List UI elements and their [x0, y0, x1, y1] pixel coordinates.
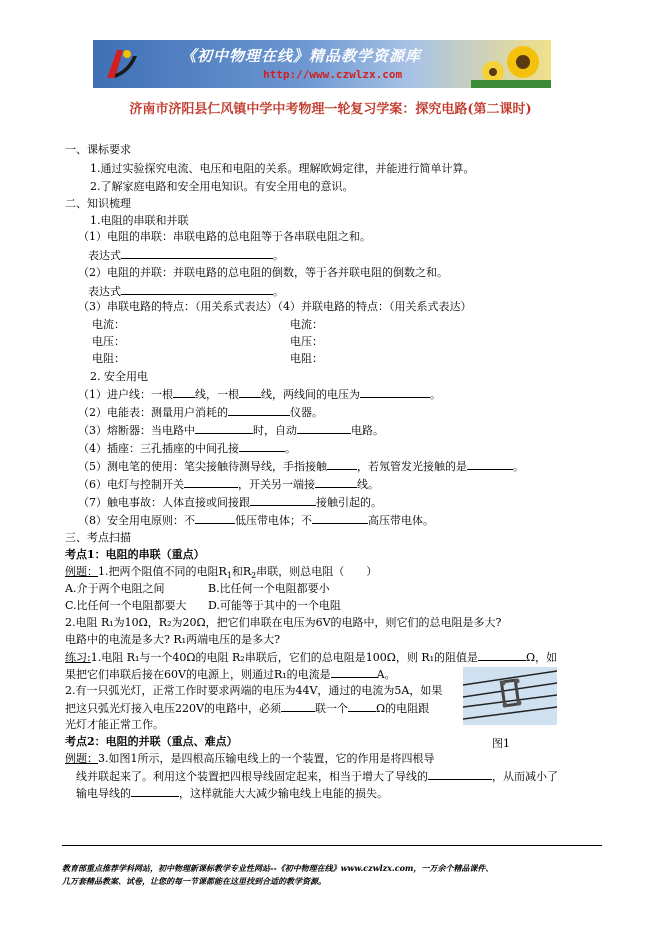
section-heading: 二、知识梳理	[65, 197, 131, 210]
practice-line: 光灯才能正常工作。	[65, 718, 164, 731]
section-heading: 三、考点扫描	[65, 531, 131, 544]
section-heading: 一、课标要求	[65, 143, 131, 156]
footer-divider	[62, 845, 602, 846]
logo-icon	[101, 44, 141, 84]
field-label: 电压：	[92, 335, 125, 348]
list-item: （8）安全用电原则：不 低压带电体；不 高压带电体。	[78, 514, 434, 527]
sunflower-icon	[471, 40, 551, 88]
list-item: （6）电灯与控制开关 ，开关另一端接 线。	[78, 478, 379, 491]
question-line: 2.电阻 R₁为10Ω，R₂为20Ω，把它们串联在电压为6V的电路中，则它们的总电阻是多大?	[65, 616, 502, 629]
list-item: （4）插座：三孔插座的中间孔接 。	[78, 442, 296, 455]
sub-heading: 1.电阻的串联和并联	[90, 214, 189, 227]
expression-line: 表达式 。	[88, 249, 284, 262]
banner-title: 《初中物理在线》精品教学资源库	[181, 47, 422, 65]
practice-line: 把这只弧光灯接入电压220V的电路中，必须 联一个 Ω的电阻跟	[65, 702, 430, 715]
sub-heading: 2. 安全用电	[90, 370, 148, 383]
option-a: A.介于两个电阻之间	[65, 582, 165, 595]
list-item: （5）测电笔的使用：笔尖接触待测导线，手指接触 ，若氖管发光接触的是 。	[78, 460, 524, 473]
figure-caption: 图1	[492, 737, 510, 750]
field-label: 电阻：	[92, 352, 125, 365]
footer-line: 教育部重点推荐学科网站，初中物理新课标教学专业性网站--《初中物理在线》www.czwlzx.com，一万余个精品课件、	[62, 863, 494, 873]
power-line-spacer-image	[463, 667, 557, 725]
field-label: 电阻：	[290, 352, 323, 365]
practice-line: 练习:1.电阻 R₁与一个40Ω的电阻 R₂串联后，它们的总电阻是100Ω，则 R₁的阻值是 Ω，如	[65, 651, 558, 664]
list-item: （3）熔断器：当电路中 时，自动 电路。	[78, 424, 384, 437]
question-line: 电路中的电流是多大? R₁两端电压的是多大?	[65, 633, 280, 646]
banner-url[interactable]: http://www.czwlzx.com	[263, 68, 403, 81]
field-label: 电流：	[92, 318, 125, 331]
practice-line: 2.有一只弧光灯，正常工作时要求两端的电压为44V，通过的电流为5A，如果	[65, 684, 443, 697]
footer-line: 几万套精品教案、试卷，让您的每一节课都能在这里找到合适的教学资源。	[62, 876, 326, 886]
example-question: 例题：1.把两个阻值不同的电阻$R_1$和$R_2$串联，则总电阻（ ）	[65, 565, 378, 581]
field-label: 电流：	[290, 318, 323, 331]
list-item: 2.了解家庭电路和安全用电知识。有安全用电的意识。	[90, 180, 354, 193]
paragraph: （2）电阻的并联：并联电路的总电阻的倒数，等于各并联电阻的倒数之和。	[78, 266, 448, 279]
list-item: （7）触电事故：人体直接或间接跟 接触引起的。	[78, 496, 382, 509]
example-line: 线并联起来了。利用这个装置把四根导线固定起来，相当于增大了导线的 ，从而减小了	[76, 770, 558, 783]
point-heading: 考点2：电阻的并联（重点、难点）	[65, 735, 238, 748]
example-line: 例题：3.如图1所示，是四根高压输电线上的一个装置，它的作用是将四根导	[65, 752, 435, 765]
header-banner	[93, 40, 551, 88]
field-label: 电压：	[290, 335, 323, 348]
practice-line: 果把它们串联后接在60V的电源上，则通过R₁的电流是 A。	[65, 668, 396, 681]
expression-line: 表达式 。	[88, 285, 284, 298]
list-item: 1.通过实验探究电流、电压和电阻的关系。理解欧姆定律，并能进行简单计算。	[90, 162, 475, 175]
paragraph: （3）串联电路的特点：（用关系式表达）（4）并联电路的特点：（用关系式表达）	[78, 300, 472, 313]
list-item: （1）进户线：一根 线，一根 线，两线间的电压为 。	[78, 388, 441, 401]
example-line: 输电导线的 ，这样就能大大减少输电线上电能的损失。	[76, 787, 388, 800]
option-d: D.可能等于其中的一个电阻	[208, 599, 341, 612]
option-b: B.比任何一个电阻都要小	[208, 582, 330, 595]
point-heading: 考点1：电阻的串联（重点）	[65, 548, 205, 561]
option-c: C.比任何一个电阻都要大	[65, 599, 187, 612]
page-title: 济南市济阳县仁风镇中学中考物理一轮复习学案：探究电路(第二课时)	[129, 102, 532, 117]
list-item: （2）电能表：测量用户消耗的 仪器。	[78, 406, 323, 419]
paragraph: （1）电阻的串联：串联电路的总电阻等于各串联电阻之和。	[78, 230, 371, 243]
